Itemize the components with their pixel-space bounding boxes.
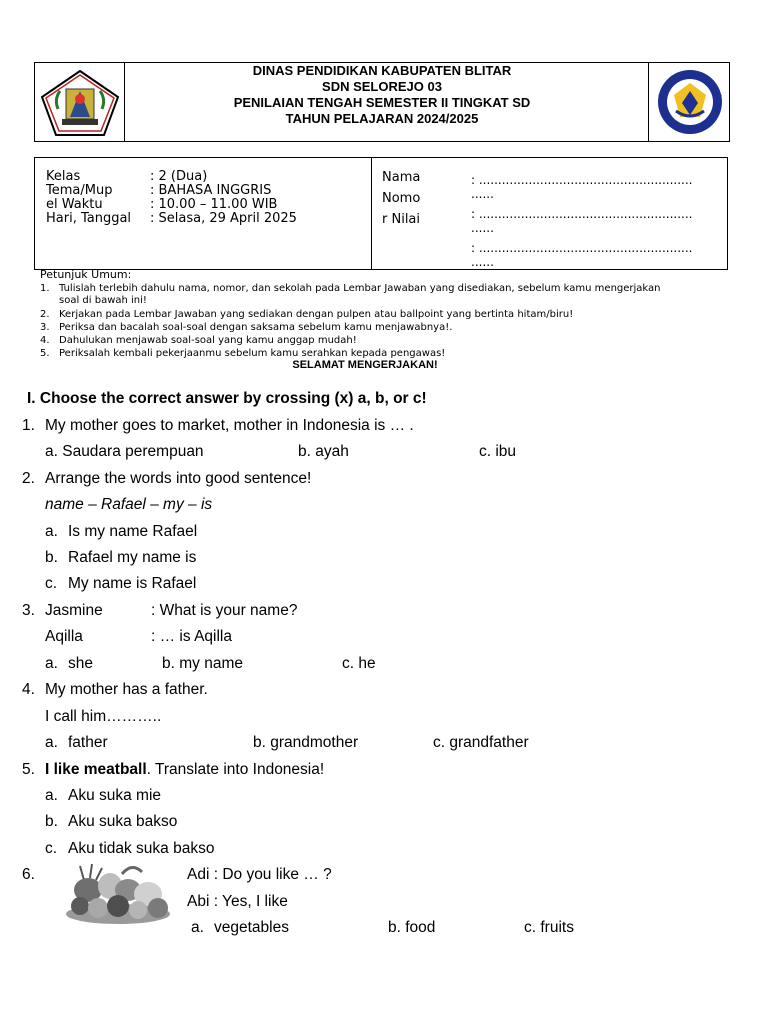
q4-text-2: I call him……….. (45, 708, 162, 725)
info-label-nilai: r Nilai (382, 212, 421, 227)
q6-number: 6. (22, 866, 35, 883)
q3-option-a-letter: a. (45, 655, 58, 672)
q6-option-b[interactable]: b. food (388, 919, 436, 936)
q5-option-c-letter: c. (45, 840, 58, 857)
closing-text: SELAMAT MENGERJAKAN! (292, 359, 438, 371)
q2-text: Arrange the words into good sentence! (45, 470, 312, 487)
info-value-tanggal: : Selasa, 29 April 2025 (150, 211, 297, 226)
q4-text: My mother has a father. (45, 681, 208, 698)
q2-option-b[interactable]: Rafael my name is (68, 549, 197, 566)
info-label-tema: Tema/Mup (46, 183, 113, 198)
q6-line-1: Adi : Do you like … ? (187, 866, 332, 883)
q2-option-b-letter: b. (45, 549, 58, 566)
q6-option-a[interactable]: vegetables (214, 919, 289, 936)
q3-option-b[interactable]: b. my name (162, 655, 243, 672)
info-value-tema: : BAHASA INGGRIS (150, 183, 272, 198)
q1-text: My mother goes to market, mother in Indonesia is … . (45, 417, 414, 434)
q3-line-2: : … is Aqilla (151, 628, 232, 645)
q4-option-a[interactable]: father (68, 734, 108, 751)
q6-line-2: Abi : Yes, I like (187, 893, 288, 910)
q5-option-a-letter: a. (45, 787, 58, 804)
instruction-item: 4. Dahulukan menjawab soal-soal yang kamu anggap mudah! (40, 335, 357, 346)
info-label-kelas: Kelas (46, 169, 81, 184)
q1-option-a[interactable]: a. Saudara perempuan (45, 443, 204, 460)
q5-option-c[interactable]: Aku tidak suka bakso (68, 840, 215, 857)
info-value-waktu: : 10.00 – 11.00 WIB (150, 197, 278, 212)
school-emblem-icon (654, 67, 726, 137)
q3-option-c[interactable]: c. he (342, 655, 376, 672)
info-label-nomor: Nomo (382, 191, 421, 206)
header-line-1: DINAS PENDIDIKAN KABUPATEN BLITAR (252, 63, 512, 78)
info-label-waktu: el Waktu (46, 197, 103, 212)
answer-line-nomor: : ........................................................ ...... (471, 207, 693, 235)
q4-number: 4. (22, 681, 35, 698)
q5-option-a[interactable]: Aku suka mie (68, 787, 162, 804)
instruction-item: 3. Periksa dan bacalah soal-soal dengan saksama sebelum kamu menjawabnya!. (40, 322, 453, 333)
q4-option-b[interactable]: b. grandmother (253, 734, 359, 751)
header-line-4: TAHUN PELAJARAN 2024/2025 (285, 111, 479, 126)
q1-option-c[interactable]: c. ibu (479, 443, 517, 460)
section-title: I. Choose the correct answer by crossing (x) a, b, or c! (27, 390, 427, 407)
q4-option-c[interactable]: c. grandfather (433, 734, 529, 751)
q3-option-a[interactable]: she (68, 655, 93, 672)
q3-number: 3. (22, 602, 35, 619)
q2-option-c-letter: c. (45, 575, 58, 592)
instruction-item-cont: soal di bawah ini! (59, 295, 147, 306)
q5-text (45, 761, 324, 779)
instruction-item: 5. Periksalah kembali pekerjaanmu sebelum kamu serahkan kepada pengawas! (40, 348, 446, 359)
answer-line-nama: : ........................................................ ...... (471, 173, 693, 201)
instruction-item: 2. Kerjakan pada Lembar Jawaban yang sediakan dengan pulpen atau ballpoint yang bertinta hitam/biru! (40, 309, 574, 320)
q5-bold-phrase: I like meatball (45, 761, 147, 778)
q3-speaker-1: Jasmine (45, 602, 103, 619)
q2-words: name – Rafael – my – is (45, 496, 213, 513)
q5-number: 5. (22, 761, 35, 778)
q6-option-a-letter: a. (191, 919, 204, 936)
info-value-kelas: : 2 (Dua) (150, 169, 208, 184)
q3-speaker-2: Aqilla (45, 628, 83, 645)
header-line-3: PENILAIAN TENGAH SEMESTER II TINGKAT SD (233, 95, 531, 110)
q2-option-a-letter: a. (45, 523, 58, 540)
instructions-list (40, 283, 690, 360)
q5-instruction: . Translate into Indonesia! (146, 761, 325, 778)
info-divider (371, 158, 372, 269)
q4-option-a-letter: a. (45, 734, 58, 751)
instruction-item: 1. Tulislah terlebih dahulu nama, nomor, dan sekolah pada Lembar Jawaban yang disediakan, sebelum kamu mengerjakan (40, 283, 661, 294)
answer-line-nilai: : ........................................................ ...... (471, 241, 693, 269)
q6-option-c[interactable]: c. fruits (524, 919, 574, 936)
q2-option-c[interactable]: My name is Rafael (68, 575, 197, 592)
header-line-2: SDN SELOREJO 03 (322, 79, 442, 94)
info-left-labels (46, 170, 146, 226)
q1-option-b[interactable]: b. ayah (298, 443, 349, 460)
header-box (34, 62, 730, 142)
info-label-tanggal: Hari, Tanggal (46, 211, 132, 226)
q2-option-a[interactable]: Is my name Rafael (68, 523, 198, 540)
q5-option-b[interactable]: Aku suka bakso (68, 813, 178, 830)
instructions-heading: Petunjuk Umum: (40, 268, 132, 281)
q3-line-1: : What is your name? (151, 602, 298, 619)
info-left-values (150, 170, 370, 226)
q1-number: 1. (22, 417, 35, 434)
q2-number: 2. (22, 470, 35, 487)
info-label-nama: Nama (382, 170, 421, 185)
fruit-basket-picture (62, 860, 174, 926)
q5-option-b-letter: b. (45, 813, 58, 830)
